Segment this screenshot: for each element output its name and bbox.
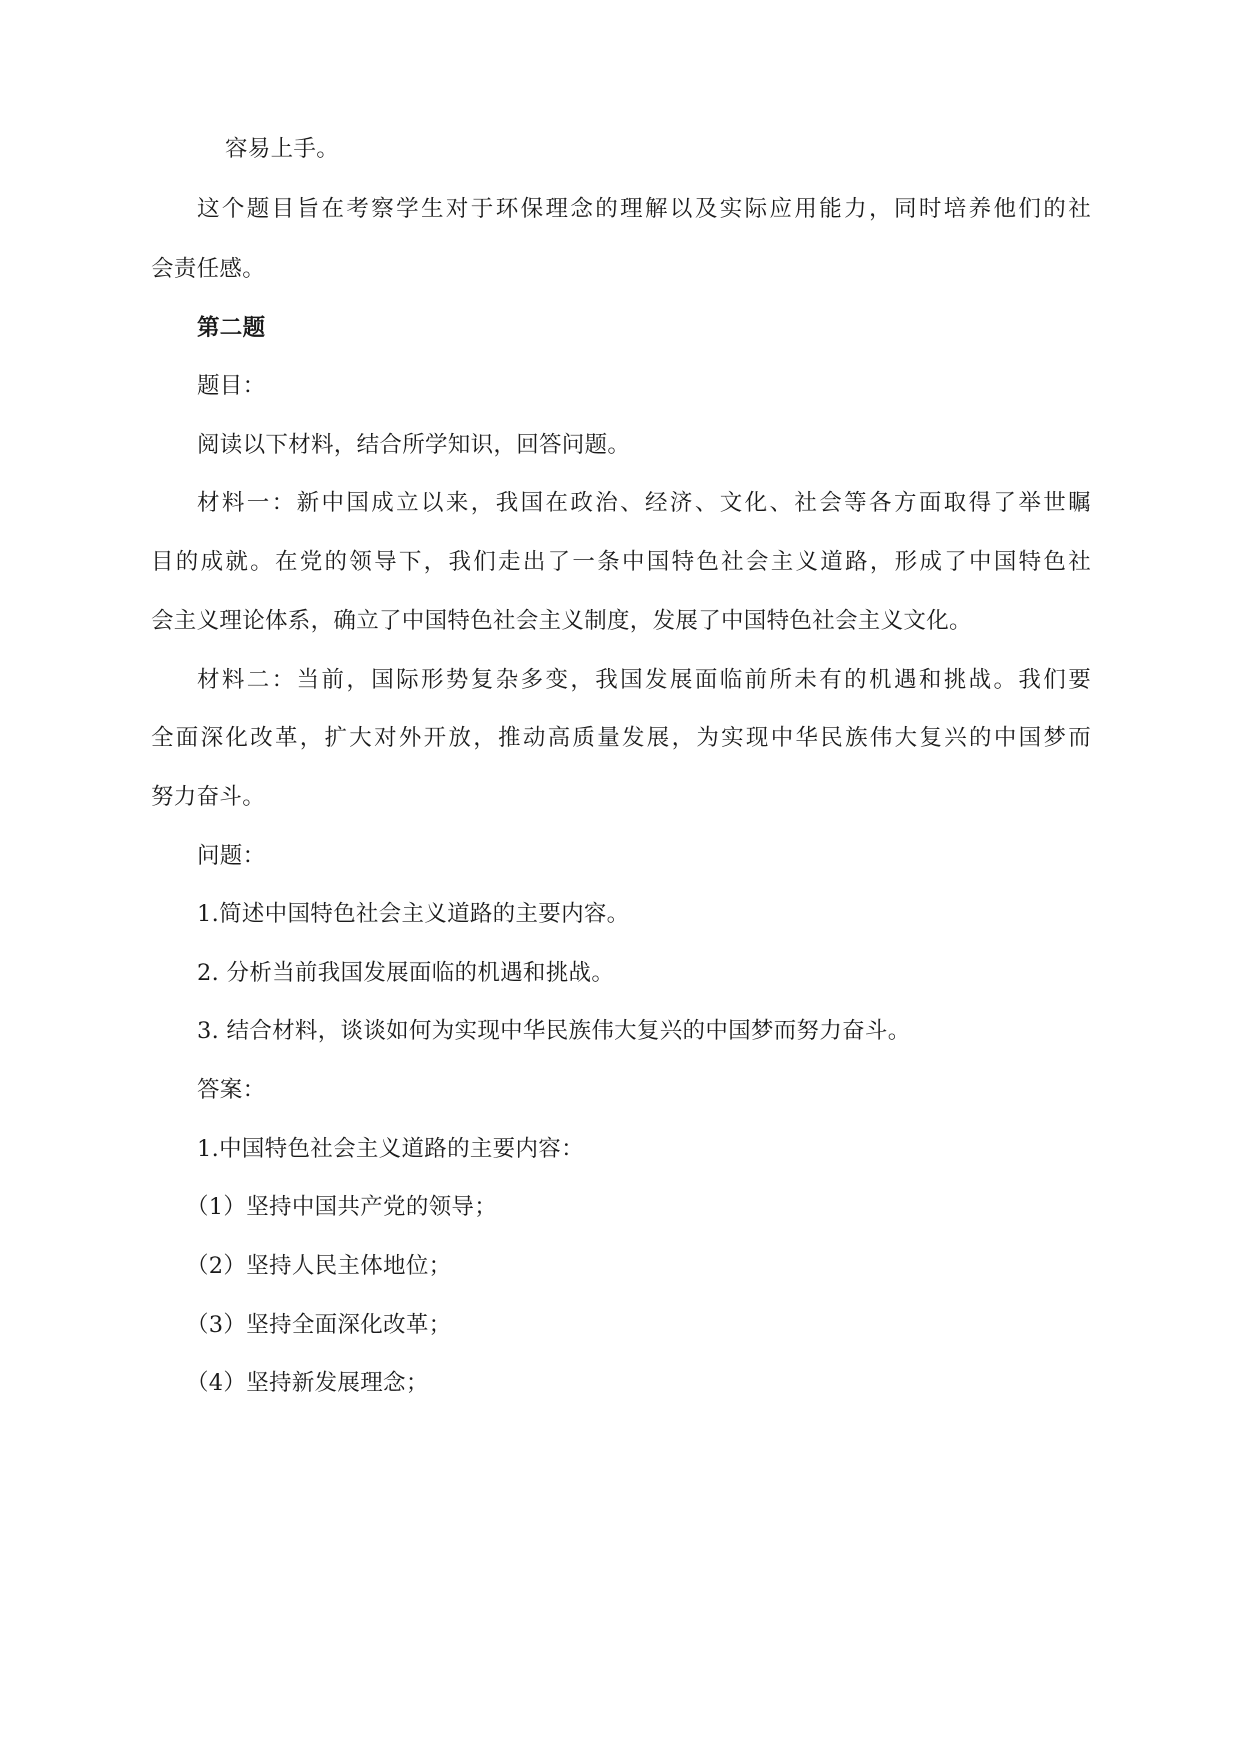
answer1-item: （1）坚持中国共产党的领导；	[186, 1194, 498, 1220]
intro-paragraph-line-2: 会责任感。	[151, 256, 266, 282]
instruction: 阅读以下材料，结合所学知识，回答问题。	[197, 432, 631, 458]
answer1-item: （4）坚持新发展理念；	[186, 1370, 429, 1396]
section-title: 第二题	[197, 315, 266, 341]
intro-tail: 容易上手。	[225, 136, 340, 162]
material2-line-3: 努力奋斗。	[151, 784, 266, 810]
material2-line-1: 材料二：当前，国际形势复杂多变，我国发展面临前所未有的机遇和挑战。我们要	[197, 667, 1091, 693]
answer1-item: （2）坚持人民主体地位；	[186, 1253, 452, 1279]
question-item: 1.简述中国特色社会主义道路的主要内容。	[197, 901, 630, 927]
intro-paragraph-line-1: 这个题目旨在考察学生对于环保理念的理解以及实际应用能力，同时培养他们的社	[197, 196, 1091, 222]
material1-line-1: 材料一：新中国成立以来，我国在政治、经济、文化、社会等各方面取得了举世瞩	[197, 490, 1091, 516]
answer-label: 答案：	[197, 1077, 266, 1103]
material1-line-3: 会主义理论体系，确立了中国特色社会主义制度，发展了中国特色社会主义文化。	[151, 608, 972, 634]
question-item: 3. 结合材料，谈谈如何为实现中华民族伟大复兴的中国梦而努力奋斗。	[197, 1018, 911, 1044]
material1-line-2: 目的成就。在党的领导下，我们走出了一条中国特色社会主义道路，形成了中国特色社	[151, 549, 1091, 575]
answer1-heading: 1.中国特色社会主义道路的主要内容：	[197, 1136, 584, 1162]
material2-line-2: 全面深化改革，扩大对外开放，推动高质量发展，为实现中华民族伟大复兴的中国梦而	[151, 725, 1091, 751]
questions-label: 问题：	[197, 843, 266, 869]
question-label: 题目：	[197, 373, 266, 399]
question-item: 2. 分析当前我国发展面临的机遇和挑战。	[197, 960, 615, 986]
answer1-item: （3）坚持全面深化改革；	[186, 1312, 452, 1338]
